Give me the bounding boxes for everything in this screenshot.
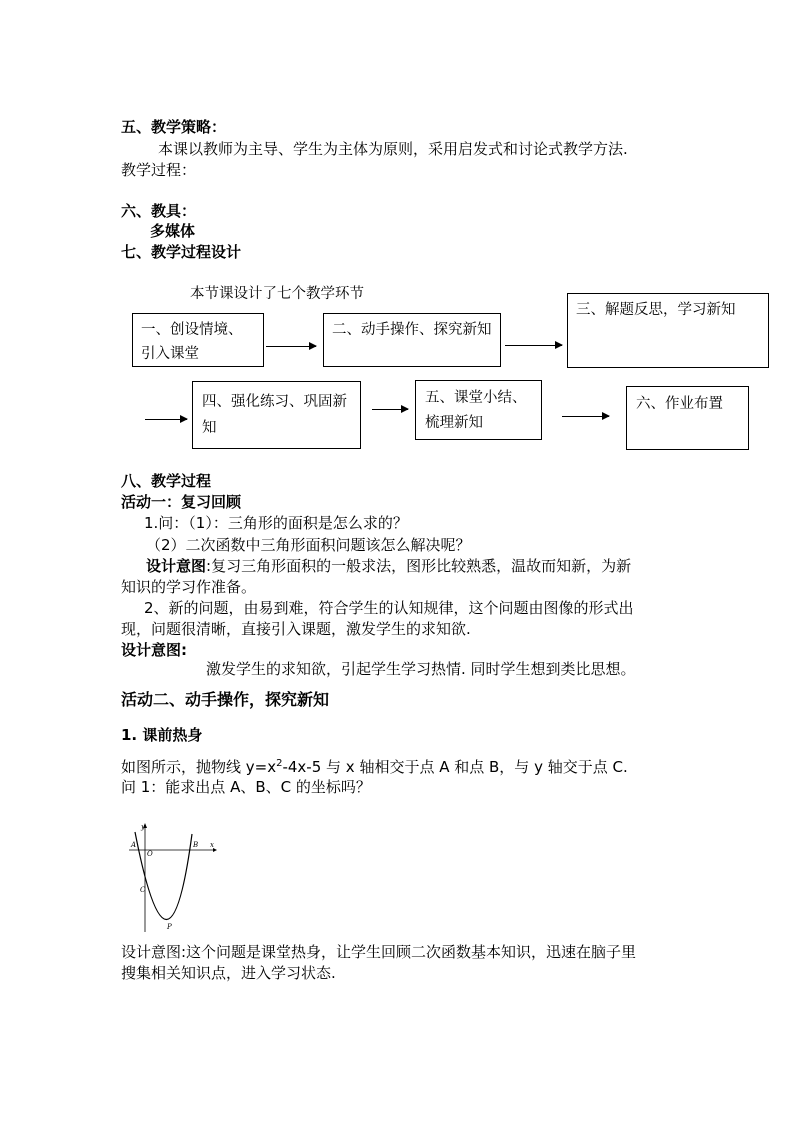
- paragraph-2-line2: 现，问题很清晰，直接引入课题，激发学生的求知欲.: [121, 620, 471, 638]
- intent-3-line1: 设计意图:这个问题是课堂热身，让学生回顾二次函数基本知识，迅速在脑子里: [121, 943, 637, 961]
- graph-label-c: C: [140, 886, 146, 894]
- flow-box-4: 四、强化练习、巩固新知: [192, 381, 361, 449]
- flow-box-1: 一、创设情境、引入课堂: [132, 313, 264, 367]
- question-2: （2）二次函数中三角形面积问题该怎么解决呢？: [146, 536, 471, 554]
- intent-1-line2: 知识的学习作准备。: [121, 578, 257, 596]
- activity1-heading: 活动一：复习回顾: [121, 493, 242, 511]
- flow-arrow-1: [266, 346, 316, 347]
- graph-label-a: A: [131, 841, 137, 849]
- graph-label-b: B: [193, 841, 199, 849]
- problem-statement: [121, 757, 628, 777]
- section5-line2: 教学过程：: [121, 161, 197, 179]
- section7-heading: 七、教学过程设计: [121, 243, 242, 261]
- warmup-heading: 1. 课前热身: [121, 726, 203, 744]
- intent-3-line2: 搜集相关知识点，进入学习状态.: [121, 964, 336, 982]
- problem-question-1: 问 1：能求出点 A、B、C 的坐标吗？: [121, 778, 371, 796]
- question-1: 1.问：（1）：三角形的面积是怎么求的？: [144, 514, 408, 532]
- flow-box-2: 二、动手操作、探究新知: [323, 313, 501, 367]
- graph-label-o: O: [147, 850, 153, 858]
- problem-exponent: 2: [276, 758, 283, 769]
- section5-line1: 本课以教师为主导、学生为主体为原则，采用启发式和讨论式教学方法.: [158, 140, 628, 158]
- flow-box-6: 六、作业布置: [626, 386, 749, 450]
- intent-1-text: :复习三角形面积的一般求法，图形比较熟悉，温故而知新，为新: [206, 557, 632, 575]
- problem-text-b: -4x-5 与 x 轴相交于点 A 和点 B，与 y 轴交于点 C.: [282, 758, 628, 776]
- flow-box-3: 三、解题反思，学习新知: [567, 293, 769, 368]
- parabola-curve: [135, 832, 192, 920]
- section6-item: 多媒体: [150, 222, 196, 240]
- section6-heading: 六、教具：: [121, 202, 197, 220]
- graph-label-y: y: [141, 823, 145, 831]
- intent-2-text: 激发学生的求知欲，引起学生学习热情. 同时学生想到类比思想。: [206, 660, 636, 678]
- flow-intro: 本节课设计了七个教学环节: [190, 286, 364, 302]
- flow-box-5: 五、课堂小结、梳理新知: [415, 380, 542, 440]
- section8-heading: 八、教学过程: [121, 472, 212, 490]
- section5-heading: 五、教学策略：: [121, 118, 227, 136]
- problem-text-a: 如图所示，抛物线 y=x: [121, 758, 277, 776]
- graph-label-p: P: [167, 923, 172, 931]
- intent-1-label: 设计意图: [146, 557, 207, 575]
- paragraph-2-line1: 2、新的问题，由易到难，符合学生的认知规律，这个问题由图像的形式出: [144, 599, 634, 617]
- flow-arrow-4: [372, 409, 408, 410]
- flow-arrow-3: [145, 419, 187, 420]
- intent-1-line1: [146, 556, 631, 576]
- graph-label-x: x: [210, 841, 214, 849]
- flow-arrow-5: [562, 416, 609, 417]
- activity2-heading: 活动二、动手操作，探究新知: [121, 690, 330, 709]
- parabola-graph: [118, 820, 218, 935]
- flow-arrow-2: [505, 345, 562, 346]
- intent-2-label: 设计意图:: [121, 641, 187, 659]
